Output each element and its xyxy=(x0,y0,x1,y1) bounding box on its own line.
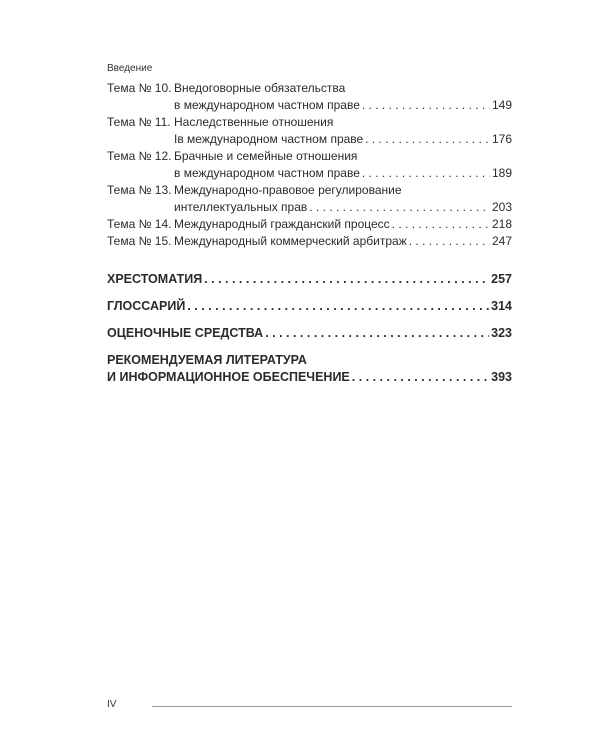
footer-page-number: IV xyxy=(107,699,117,710)
leader-dots xyxy=(362,165,490,182)
leader-dots xyxy=(365,131,490,148)
page-number: 323 xyxy=(491,326,512,340)
toc-entry[interactable] xyxy=(107,216,512,233)
page-number: 189 xyxy=(491,166,512,180)
toc-section-entry[interactable] xyxy=(107,325,512,342)
toc-entry[interactable] xyxy=(107,148,512,182)
page-number: 247 xyxy=(491,234,512,248)
toc-section-entry[interactable] xyxy=(107,271,512,288)
topic-body xyxy=(174,148,512,182)
topic-number: Тема № 10. xyxy=(107,81,172,95)
section-title-line-last xyxy=(107,271,512,288)
toc-topics-list xyxy=(107,80,512,250)
topic-number: Тема № 15. xyxy=(107,234,172,248)
topic-title-line xyxy=(174,114,512,131)
leader-dots xyxy=(409,233,490,250)
topic-title-line-last xyxy=(174,165,512,182)
topic-title-text: Внедоговорные обязательства xyxy=(174,81,346,95)
page-number: 203 xyxy=(491,200,512,214)
topic-title-line-last xyxy=(174,131,512,148)
section-title-text: ГЛОССАРИЙ xyxy=(107,299,186,313)
toc-section-entry[interactable] xyxy=(107,298,512,315)
section-title-line-last xyxy=(107,298,512,315)
page-number: 393 xyxy=(491,370,512,384)
topic-title-text: Наследственные отношения xyxy=(174,115,334,129)
topic-title-text: интеллектуальных прав xyxy=(174,200,308,214)
toc-entry[interactable] xyxy=(107,80,512,114)
topic-number: Тема № 13. xyxy=(107,183,172,197)
toc-entry[interactable] xyxy=(107,233,512,250)
topic-title-line-last xyxy=(174,199,512,216)
topic-body xyxy=(174,80,512,114)
topic-number: Тема № 14. xyxy=(107,217,172,231)
section-title-line-last xyxy=(107,325,512,342)
topic-title-line-last xyxy=(174,216,512,233)
leader-dots xyxy=(392,216,490,233)
topic-body xyxy=(174,233,512,250)
leader-dots xyxy=(362,97,490,114)
topic-number: Тема № 12. xyxy=(107,149,172,163)
topic-title-text: Международный гражданский процесс xyxy=(174,217,390,231)
topic-title-text: Международный коммерческий арбитраж xyxy=(174,234,407,248)
topic-number: Тема № 11. xyxy=(107,115,171,129)
section-title-text: РЕКОМЕНДУЕМАЯ ЛИТЕРАТУРА xyxy=(107,353,307,367)
running-head: Введение xyxy=(107,63,153,74)
topic-body xyxy=(174,216,512,233)
section-title-text: ОЦЕНОЧНЫЕ СРЕДСТВА xyxy=(107,326,264,340)
topic-title-line xyxy=(174,148,512,165)
topic-title-line-last xyxy=(174,97,512,114)
topic-body xyxy=(174,182,512,216)
leader-dots xyxy=(265,325,489,342)
leader-dots xyxy=(204,271,489,288)
page-number: 218 xyxy=(491,217,512,231)
section-title-line xyxy=(107,352,512,369)
topic-title-text: Международно-правовое регулирование xyxy=(174,183,402,197)
topic-title-line xyxy=(174,182,512,199)
toc-entry[interactable] xyxy=(107,182,512,216)
toc-sections-list xyxy=(107,271,512,396)
section-title-text: И ИНФОРМАЦИОННОЕ ОБЕСПЕЧЕНИЕ xyxy=(107,370,350,384)
toc-section-entry[interactable] xyxy=(107,352,512,386)
leader-dots xyxy=(309,199,490,216)
topic-title-line xyxy=(174,80,512,97)
topic-title-line-last xyxy=(174,233,512,250)
topic-title-text: в международном частном праве xyxy=(174,98,360,112)
page-number: 314 xyxy=(491,299,512,313)
footer-rule xyxy=(152,706,512,707)
leader-dots xyxy=(352,369,489,386)
topic-title-text: Iв международном частном праве xyxy=(174,132,364,146)
topic-title-text: Брачные и семейные отношения xyxy=(174,149,358,163)
page-number: 149 xyxy=(491,98,512,112)
topic-body xyxy=(174,114,512,148)
toc-entry[interactable] xyxy=(107,114,512,148)
leader-dots xyxy=(187,298,489,315)
page-number: 257 xyxy=(491,272,512,286)
topic-title-text: в международном частном праве xyxy=(174,166,360,180)
section-title-text: ХРЕСТОМАТИЯ xyxy=(107,272,203,286)
page-number: 176 xyxy=(491,132,512,146)
section-title-line-last xyxy=(107,369,512,386)
